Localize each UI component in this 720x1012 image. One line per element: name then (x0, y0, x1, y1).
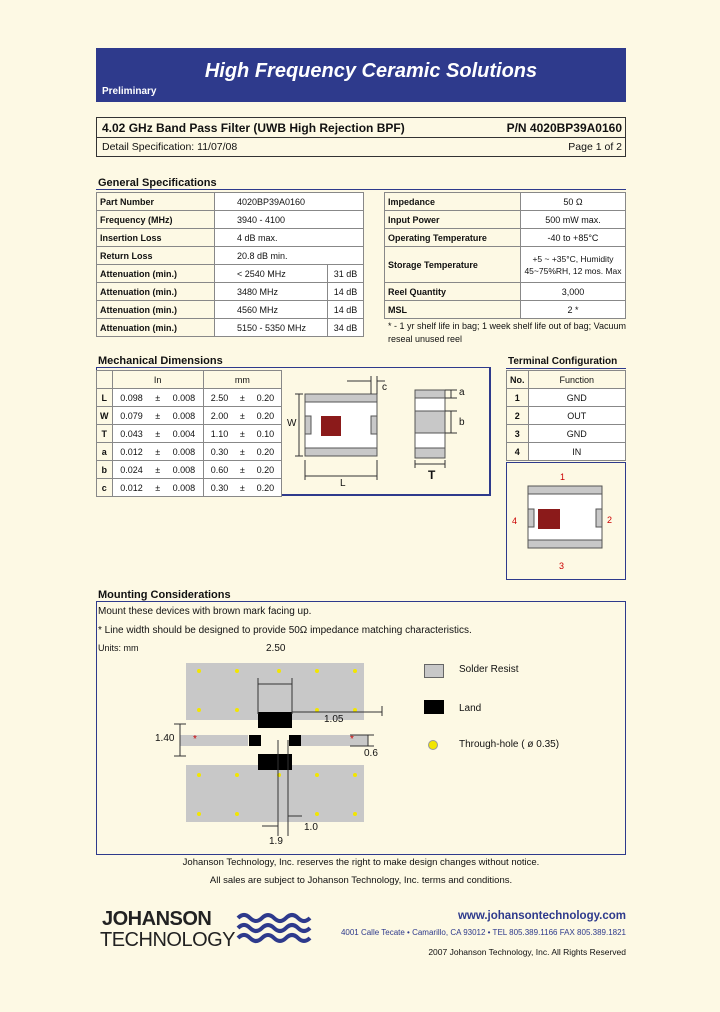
product-title: 4.02 GHz Band Pass Filter (UWB High Rejection BPF) (102, 121, 405, 135)
dim-in: 0.098 (112, 389, 150, 407)
spec-value: < 2540 MHz (215, 265, 328, 283)
dim-mm-tol: 0.20 (250, 389, 282, 407)
general-spec-right-table (384, 192, 626, 319)
spec-value: 3,000 (521, 283, 626, 301)
mounting-line-1: Mount these devices with brown mark facing up. (98, 606, 312, 617)
brown-mark (538, 509, 560, 529)
spec-extra: 31 dB (328, 265, 364, 283)
spec-row (97, 319, 364, 337)
col-header-no: No. (507, 371, 529, 389)
pm-sign: ± (235, 443, 250, 461)
dim-in: 0.024 (112, 461, 150, 479)
spec-extra: 14 dB (328, 283, 364, 301)
dim-1-9: 1.9 (269, 836, 283, 847)
dim-mm: 2.50 (203, 389, 235, 407)
dim-label-w: W (287, 418, 297, 429)
col-header-function: Function (528, 371, 626, 389)
pm-sign: ± (150, 443, 165, 461)
pin-number: 3 (507, 425, 529, 443)
spec-label: Attenuation (min.) (97, 319, 215, 337)
detail-spec: Detail Specification: 11/07/08 (102, 141, 238, 153)
spec-label: Attenuation (min.) (97, 265, 215, 283)
dim-in: 0.043 (112, 425, 150, 443)
dim-label-l: L (340, 478, 346, 489)
spec-value: 4020BP39A0160 (215, 193, 364, 211)
spec-label: Reel Quantity (385, 283, 521, 301)
pin-function: OUT (528, 407, 626, 425)
spec-value: 3940 - 4100 (215, 211, 364, 229)
logo-mark (236, 912, 320, 948)
pin-function: GND (528, 389, 626, 407)
spec-value: 50 Ω (521, 193, 626, 211)
spec-value: 3480 MHz (215, 283, 328, 301)
legend-swatch-land (424, 700, 444, 714)
land-dimension-lines (150, 640, 390, 840)
spec-row (97, 193, 364, 211)
spec-label: Storage Temperature (385, 247, 521, 283)
pm-sign: ± (150, 389, 165, 407)
spec-value: 20.8 dB min. (215, 247, 364, 265)
pm-sign: ± (235, 407, 250, 425)
dim-row (97, 389, 282, 407)
dim-symbol: c (97, 479, 113, 497)
star-mark: * (350, 734, 354, 745)
dim-mm-tol: 0.20 (250, 461, 282, 479)
status-label: Preliminary (102, 86, 157, 97)
pin-function: IN (528, 443, 626, 461)
spec-value: 2 * (521, 301, 626, 319)
dim-label-a: a (459, 387, 465, 398)
dim-mm-tol: 0.20 (250, 479, 282, 497)
legend-label: Solder Resist (459, 664, 519, 675)
msl-note: * - 1 yr shelf life in bag; 1 week shelf life out of bag; Vacuum reseal unused reel (388, 321, 626, 344)
dim-mm: 0.30 (203, 443, 235, 461)
dim-mm: 1.10 (203, 425, 235, 443)
terminal-title: Terminal Configuration (508, 356, 618, 367)
spec-value: +5 ~ +35°C, Humidity 45~75%RH, 12 mos. Max (521, 247, 626, 283)
mounting-line-2: * Line width should be designed to provide 50Ω impedance matching characteristics. (98, 625, 472, 636)
spec-label: Attenuation (min.) (97, 301, 215, 319)
logo-line-2: TECHNOLOGY (100, 929, 236, 951)
pm-sign: ± (150, 461, 165, 479)
dim-symbol: L (97, 389, 113, 407)
spec-label: Operating Temperature (385, 229, 521, 247)
copyright: 2007 Johanson Technology, Inc. All Rights Reserved (428, 947, 626, 957)
spec-row (97, 229, 364, 247)
spec-value: 4 dB max. (215, 229, 364, 247)
logo-line-1: JOHANSON (102, 908, 212, 930)
dim-in-tol: 0.008 (165, 389, 203, 407)
dim-in-tol: 0.008 (165, 407, 203, 425)
spec-label: Return Loss (97, 247, 215, 265)
spec-extra: 34 dB (328, 319, 364, 337)
terminal-table (506, 370, 626, 461)
dim-row (97, 479, 282, 497)
dim-mm-tol: 0.20 (250, 407, 282, 425)
dim-row (97, 407, 282, 425)
pin-function: GND (528, 425, 626, 443)
spec-label: Frequency (MHz) (97, 211, 215, 229)
dim-symbol: a (97, 443, 113, 461)
dim-label-t: T (428, 468, 436, 482)
dim-mm-tol: 0.20 (250, 443, 282, 461)
pm-sign: ± (235, 389, 250, 407)
dim-row (97, 443, 282, 461)
dim-1-05: 1.05 (324, 714, 344, 725)
dim-1-0: 1.0 (304, 822, 318, 833)
mechanical-title: Mechanical Dimensions (98, 355, 223, 367)
pin-label-2: 2 (607, 515, 613, 525)
dim-0-6: 0.6 (364, 748, 378, 759)
legend-swatch-solder-resist (424, 664, 444, 678)
pm-sign: ± (235, 425, 250, 443)
website-link[interactable]: www.johansontechnology.com (457, 910, 626, 922)
star-mark: * (193, 734, 197, 745)
dim-row (97, 425, 282, 443)
pin-number: 1 (507, 389, 529, 407)
dim-in: 0.012 (112, 443, 150, 461)
pin-label-3: 3 (559, 561, 565, 571)
dim-in: 0.012 (112, 479, 150, 497)
dim-2-50: 2.50 (266, 643, 286, 654)
dim-mm: 0.30 (203, 479, 235, 497)
spec-value: -40 to +85°C (521, 229, 626, 247)
dim-symbol: b (97, 461, 113, 479)
pm-sign: ± (150, 425, 165, 443)
col-header-mm: mm (203, 371, 281, 389)
spec-label: Impedance (385, 193, 521, 211)
spec-value: 5150 - 5350 MHz (215, 319, 328, 337)
brand-title: High Frequency Ceramic Solutions (204, 60, 538, 82)
legend-label: Through-hole ( ø 0.35) (459, 739, 560, 750)
spec-extra: 14 dB (328, 301, 364, 319)
part-number: P/N 4020BP39A0160 (506, 121, 622, 135)
divider (506, 368, 626, 369)
dim-mm: 0.60 (203, 461, 235, 479)
dim-1-40: 1.40 (155, 733, 175, 744)
dim-in-tol: 0.004 (165, 425, 203, 443)
pm-sign: ± (235, 461, 250, 479)
terminal-bottom (305, 448, 377, 456)
brown-mark (321, 416, 341, 436)
dim-symbol: T (97, 425, 113, 443)
pin-number: 2 (507, 407, 529, 425)
spec-row (97, 211, 364, 229)
mechanical-table (96, 370, 282, 497)
legend-label: Land (459, 703, 482, 714)
spec-row (97, 247, 364, 265)
spec-label: Attenuation (min.) (97, 283, 215, 301)
address: 4001 Calle Tecate • Camarillo, CA 93012 • TEL 805.389.1166 FAX 805.389.1821 (340, 928, 626, 937)
dim-label-c: c (382, 382, 387, 393)
dim-label-b: b (459, 417, 465, 428)
spec-row (97, 265, 364, 283)
pm-sign: ± (150, 407, 165, 425)
dim-mm-tol: 0.10 (250, 425, 282, 443)
pin-label-4: 4 (512, 516, 518, 526)
spec-label: Insertion Loss (97, 229, 215, 247)
spec-row (97, 283, 364, 301)
spec-value: 4560 MHz (215, 301, 328, 319)
spec-label: Part Number (97, 193, 215, 211)
spec-row (97, 301, 364, 319)
pm-sign: ± (150, 479, 165, 497)
terminal-right (371, 416, 377, 434)
divider (96, 137, 626, 138)
legend-swatch-through-hole (428, 740, 438, 750)
dim-mm: 2.00 (203, 407, 235, 425)
col-header-in: In (112, 371, 203, 389)
spec-label: Input Power (385, 211, 521, 229)
disclaimer-2: All sales are subject to Johanson Technology, Inc. terms and conditions. (209, 875, 513, 886)
dim-symbol: W (97, 407, 113, 425)
mounting-title: Mounting Considerations (98, 589, 231, 601)
terminal-left (305, 416, 311, 434)
general-spec-title: General Specifications (98, 177, 217, 189)
spec-value: 500 mW max. (521, 211, 626, 229)
disclaimer-1: Johanson Technology, Inc. reserves the right to make design changes without notice. (182, 857, 540, 868)
terminal-top (305, 394, 377, 402)
dim-in-tol: 0.008 (165, 461, 203, 479)
dim-in-tol: 0.008 (165, 443, 203, 461)
spec-label: MSL (385, 301, 521, 319)
general-spec-left-table (96, 192, 364, 337)
dim-in: 0.079 (112, 407, 150, 425)
units-label: Units: mm (98, 643, 139, 653)
pin-label-1: 1 (560, 472, 566, 482)
pin-number: 4 (507, 443, 529, 461)
dim-row (97, 461, 282, 479)
page-number: Page 1 of 2 (568, 141, 622, 153)
pm-sign: ± (235, 479, 250, 497)
divider (96, 189, 626, 190)
dim-in-tol: 0.008 (165, 479, 203, 497)
